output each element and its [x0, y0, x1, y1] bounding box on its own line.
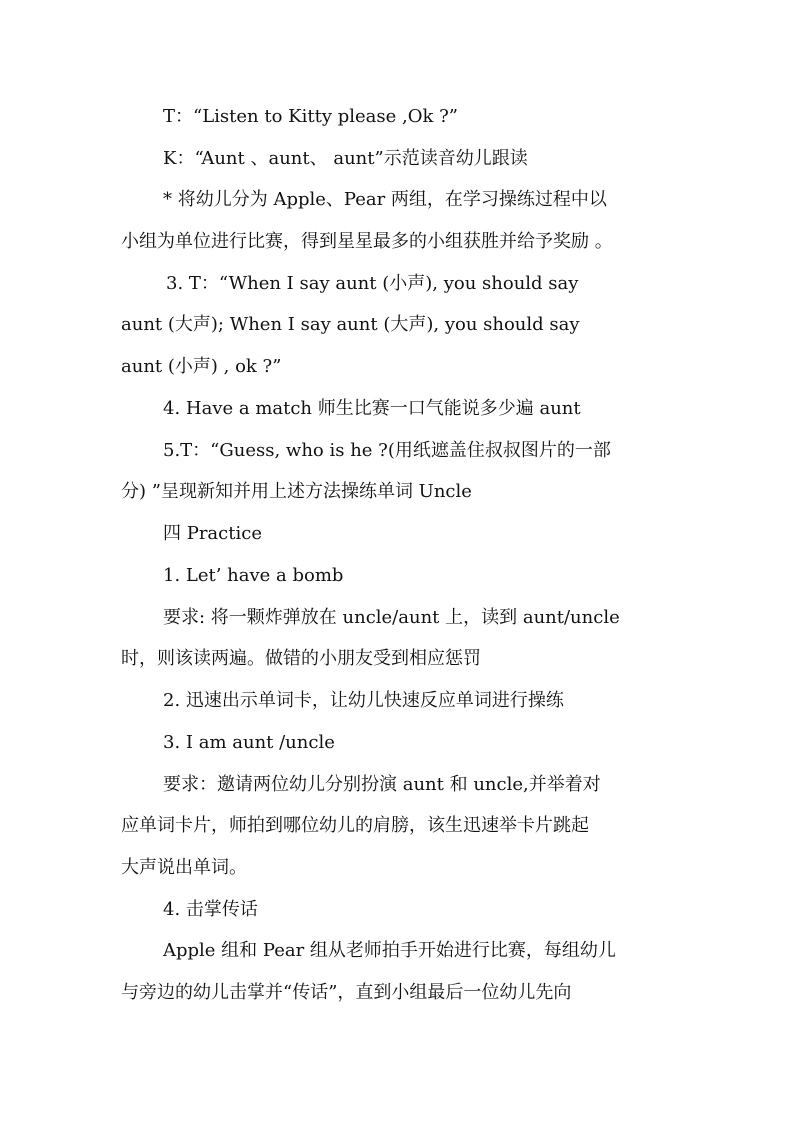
text-line: 3. T：“When I say aunt (小声), you should say	[166, 273, 579, 294]
text-line: 小组为单位进行比赛，得到星星最多的小组获胜并给予奖励 。	[121, 231, 613, 252]
text-line: K：“Aunt 、aunt、 aunt”示范读音幼儿跟读	[163, 148, 528, 169]
text-line: 2. 迅速出示单词卡，让幼儿快速反应单词进行操练	[163, 690, 564, 711]
text-line: 要求：邀请两位幼儿分别扮演 aunt 和 uncle,并举着对	[163, 774, 601, 795]
text-line: 1. Let’ have a bomb	[163, 565, 344, 586]
text-line: 应单词卡片，师拍到哪位幼儿的肩膀，该生迅速举卡片跳起	[121, 815, 589, 836]
text-line: 5.T：“Guess, who is he ?(用纸遮盖住叔叔图片的一部	[163, 440, 611, 461]
text-line: 与旁边的幼儿击掌并“传话”，直到小组最后一位幼儿先向	[121, 982, 572, 1003]
text-line: 要求: 将一颗炸弹放在 uncle/aunt 上，读到 aunt/uncle	[163, 607, 620, 628]
text-line: aunt (大声); When I say aunt (大声), you should say	[121, 314, 580, 335]
text-line: * 将幼儿分为 Apple、Pear 两组，在学习操练过程中以	[163, 189, 607, 210]
section-heading: 四 Practice	[163, 523, 262, 544]
text-line: Apple 组和 Pear 组从老师拍手开始进行比赛，每组幼儿	[163, 940, 616, 961]
text-line: 3. I am aunt /uncle	[163, 732, 335, 753]
text-line: T：“Listen to Kitty please ,Ok ?”	[163, 106, 458, 127]
text-line: 4. 击掌传话	[163, 899, 258, 920]
text-line: 4. Have a match 师生比赛一口气能说多少遍 aunt	[163, 398, 581, 419]
text-line: 时，则该读两遍。做错的小朋友受到相应惩罚	[121, 648, 481, 669]
text-line: 分) ”呈现新知并用上述方法操练单词 Uncle	[121, 481, 472, 502]
text-line: 大声说出单词。	[121, 857, 247, 878]
text-line: aunt (小声) , ok ?”	[121, 356, 282, 377]
